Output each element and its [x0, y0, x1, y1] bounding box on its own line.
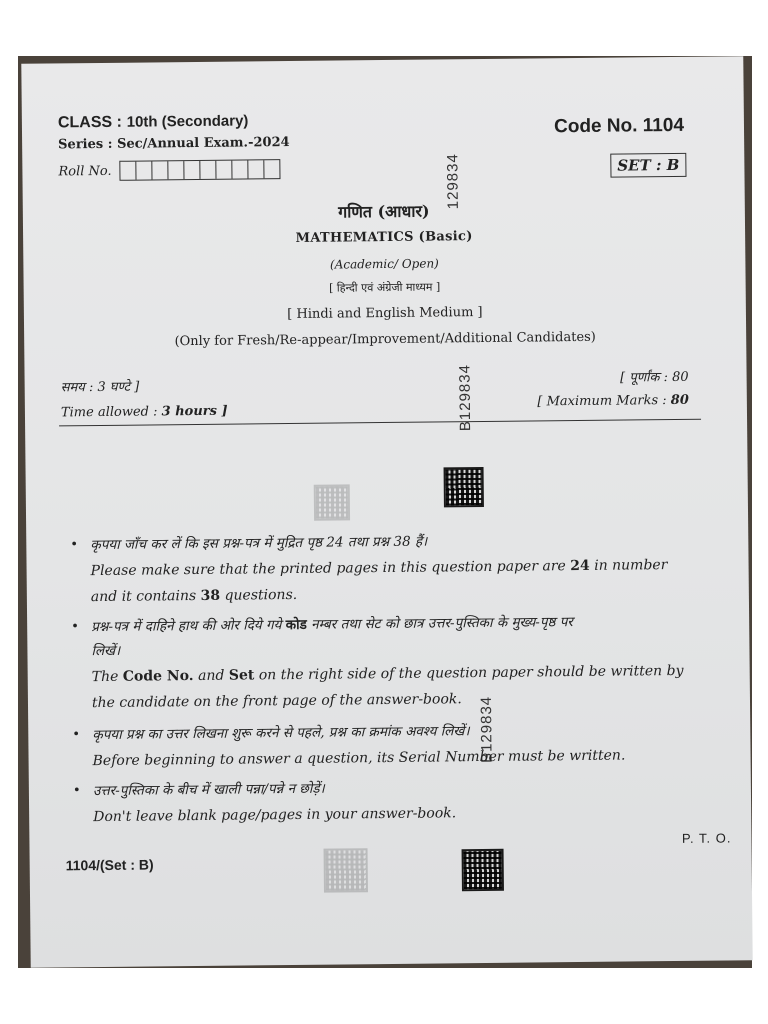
roll-box — [248, 160, 264, 178]
time-label: Time allowed : — [60, 404, 158, 421]
page-count: 24 — [570, 557, 590, 575]
code-number — [554, 115, 684, 138]
roll-box — [136, 161, 152, 179]
marks-hindi: [ पूर्णांक : 80 — [620, 369, 689, 386]
time-hindi: समय : 3 घण्टे ] — [60, 379, 140, 396]
series-line — [58, 135, 290, 152]
subject-title-english: MATHEMATICS (Basic) — [295, 229, 473, 246]
medium-hindi: [ हिन्दी एवं अंग्रेजी माध्यम ] — [328, 280, 441, 295]
instruction-3-hindi: कृपया प्रश्न का उत्तर लिखना शुरू करने से पहले, प्रश्न का क्रमांक अवश्य लिखें। — [92, 723, 470, 744]
roll-box — [168, 161, 184, 179]
roll-label: Roll No. — [58, 163, 112, 179]
footer-code: 1104/(Set : B) — [65, 856, 154, 874]
code-label: Code No. — [553, 115, 638, 138]
bullet-icon: • — [71, 619, 79, 635]
instruction-2-text-end: on the right side of the question paper should be written by — [258, 662, 684, 684]
instruction-1-english-line2 — [91, 587, 297, 605]
marks-value: 80 — [670, 392, 689, 409]
code-no-emphasis: Code No. — [122, 668, 194, 685]
series-label: Series : — [58, 136, 113, 153]
header-divider — [59, 419, 701, 427]
instruction-1-text2-end: questions. — [224, 586, 298, 604]
roll-box — [232, 160, 248, 178]
class-label: CLASS : — [57, 113, 122, 132]
instruction-2-hindi-text: प्रश्न-पत्र में दाहिने हाथ की ओर दिये गये — [91, 617, 282, 636]
set-badge: SET : B — [610, 153, 686, 178]
bullet-icon: • — [70, 537, 79, 553]
faint-qr-code-icon — [314, 484, 350, 520]
set-emphasis: Set — [228, 667, 255, 684]
roll-box — [120, 162, 136, 180]
instruction-2-hindi-bold: कोड — [285, 616, 307, 634]
instruction-2-hindi-text-end: नम्बर तथा सेट को छात्र उत्तर-पुस्तिका के मुख्य-पृष्ठ पर — [311, 614, 573, 633]
stream-label: (Academic/ Open) — [329, 256, 439, 272]
instruction-2-text-mid: and — [197, 667, 225, 684]
vertical-serial-top: 129834 — [444, 153, 462, 210]
question-count: 38 — [200, 587, 221, 604]
instruction-2-hindi-line2: लिखें। — [91, 642, 121, 660]
roll-box — [216, 161, 232, 179]
roll-number-row — [58, 159, 280, 181]
roll-box — [264, 160, 279, 178]
qr-code-icon — [444, 467, 484, 507]
roll-number-boxes — [119, 159, 280, 181]
candidates-note: (Only for Fresh/Re-appear/Improvement/Additional Candidates) — [174, 329, 596, 350]
faint-qr-code-icon — [324, 848, 368, 892]
medium-english: [ Hindi and English Medium ] — [287, 304, 483, 323]
maximum-marks — [537, 393, 689, 410]
instruction-1-text: Please make sure that the printed pages in this question paper are — [90, 558, 566, 580]
instruction-1-text-end: in number — [594, 557, 668, 574]
instruction-2-text: The — [91, 668, 119, 686]
qr-code-icon — [462, 849, 504, 891]
time-allowed — [61, 404, 228, 421]
roll-box — [184, 161, 200, 179]
vertical-serial-lower: B129834 — [477, 695, 496, 764]
bullet-icon: • — [72, 727, 81, 743]
subject-title-hindi: गणित (आधार) — [338, 201, 430, 222]
series-value: Sec/Annual Exam.-2024 — [116, 134, 290, 152]
time-value: 3 hours ] — [161, 403, 228, 420]
class-value: 10th (Secondary) — [126, 112, 249, 131]
pto-label: P. T. O. — [681, 830, 732, 846]
code-value: 1104 — [642, 114, 685, 137]
instruction-2-english-line1 — [92, 663, 684, 685]
instruction-1-hindi: कृपया जाँच कर लें कि इस प्रश्न-पत्र में मुद्रित पृष्ठ 24 तथा प्रश्न 38 हैं। — [90, 533, 428, 554]
roll-box — [152, 161, 168, 179]
instruction-4-hindi: उत्तर-पुस्तिका के बीच में खाली पन्ना/पन्ने न छोड़ें। — [92, 780, 325, 800]
instruction-3-english: Before beginning to answer a question, its Serial Number must be written. — [92, 747, 626, 770]
roll-box — [200, 161, 216, 179]
instruction-4-english: Don't leave blank page/pages in your answer-book. — [93, 805, 457, 826]
class-line — [58, 111, 249, 132]
instruction-1-english-line1 — [91, 557, 668, 579]
instruction-2-english-line2: the candidate on the front page of the answer-book. — [91, 691, 462, 712]
marks-label: [ Maximum Marks : — [537, 393, 667, 410]
vertical-serial-middle: B129834 — [456, 364, 475, 432]
instruction-2-hindi-line1 — [91, 612, 573, 635]
bullet-icon: • — [72, 783, 81, 799]
instruction-1-text2: and it contains — [90, 588, 197, 606]
exam-paper-sheet — [21, 56, 752, 968]
